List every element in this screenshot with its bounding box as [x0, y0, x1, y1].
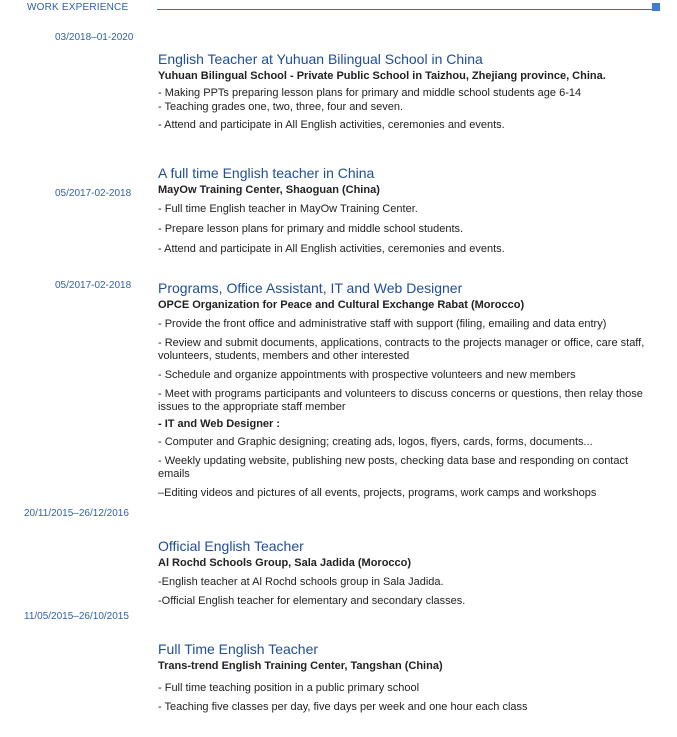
duty-item: - Teaching grades one, two, three, four and seven. — [158, 101, 404, 113]
date-job-3: 05/2017-02-2018 — [55, 280, 132, 291]
duty-item: - Provide the front office and administrative staff with support (filing, emailing and data entry) — [158, 318, 607, 330]
duty-item: –Editing videos and pictures of all events, projects, programs, work camps and workshops — [158, 487, 597, 499]
section-divider — [157, 9, 657, 10]
duty-item: - Attend and participate in All English activities, ceremonies and events. — [158, 243, 505, 255]
job-entry-4 — [158, 538, 658, 613]
duty-subheading: - IT and Web Designer : — [158, 418, 281, 430]
duty-item: - Meet with programs participants and volunteers to discuss concerns or questions, then relay those issues to the appropriate staff member — [158, 388, 643, 413]
employer-name: Yuhuan Bilingual School - Private Public School in Taizhou, Zhejiang province, China. — [158, 70, 606, 82]
employer-name: MayOw Training Center, Shaoguan (China) — [158, 184, 380, 196]
date-job-1: 03/2018–01-2020 — [55, 32, 134, 43]
job-title: A full time English teacher in China — [158, 165, 375, 181]
duty-item: - Full time English teacher in MayOw Training Center. — [158, 203, 418, 215]
duty-item: - Prepare lesson plans for primary and middle school students. — [158, 223, 464, 235]
date-job-4: 20/11/2015–26/12/2016 — [24, 508, 129, 519]
duty-item: - Review and submit documents, applications, contracts to the projects manager or office, care staff, volunteers, students, members and other interested — [158, 337, 645, 362]
employer-name: Trans-trend English Training Center, Tangshan (China) — [158, 660, 443, 672]
duty-item: - Weekly updating website, publishing new posts, checking data base and responding on contact emails — [158, 455, 629, 480]
job-entry-2 — [158, 165, 658, 261]
employer-name: OPCE Organization for Peace and Cultural Exchange Rabat (Morocco) — [158, 299, 525, 311]
duty-item: - Schedule and organize appointments with prospective volunteers and new members — [158, 369, 576, 381]
job-entry-5 — [158, 641, 658, 719]
duty-item: - Teaching five classes per day, five days per week and one hour each class — [158, 701, 528, 713]
duty-item: - Computer and Graphic designing; creating ads, logos, flyers, cards, forms, documents... — [158, 436, 593, 448]
duty-item: - Making PPTs preparing lesson plans for primary and middle school students age 6-14 — [158, 87, 582, 99]
duty-item: - Full time teaching position in a public primary school — [158, 682, 420, 694]
job-title: Full Time English Teacher — [158, 641, 319, 657]
job-entry-3 — [158, 280, 658, 505]
job-entry-1 — [158, 51, 658, 137]
date-job-2: 05/2017-02-2018 — [55, 188, 132, 199]
section-marker-square — [652, 3, 660, 11]
employer-name: Al Rochd Schools Group, Sala Jadida (Morocco) — [158, 557, 412, 569]
duty-item: - Attend and participate in All English activities, ceremonies and events. — [158, 119, 505, 131]
job-title: Official English Teacher — [158, 538, 304, 554]
job-title: English Teacher at Yuhuan Bilingual School in China — [158, 51, 483, 67]
job-title: Programs, Office Assistant, IT and Web Designer — [158, 280, 463, 296]
date-job-5: 11/05/2015–26/10/2015 — [24, 611, 129, 622]
section-title: WORK EXPERIENCE — [27, 2, 129, 13]
duty-item: -Official English teacher for elementary and secondary classes. — [158, 595, 466, 607]
duty-item: -English teacher at Al Rochd schools group in Sala Jadida. — [158, 576, 444, 588]
